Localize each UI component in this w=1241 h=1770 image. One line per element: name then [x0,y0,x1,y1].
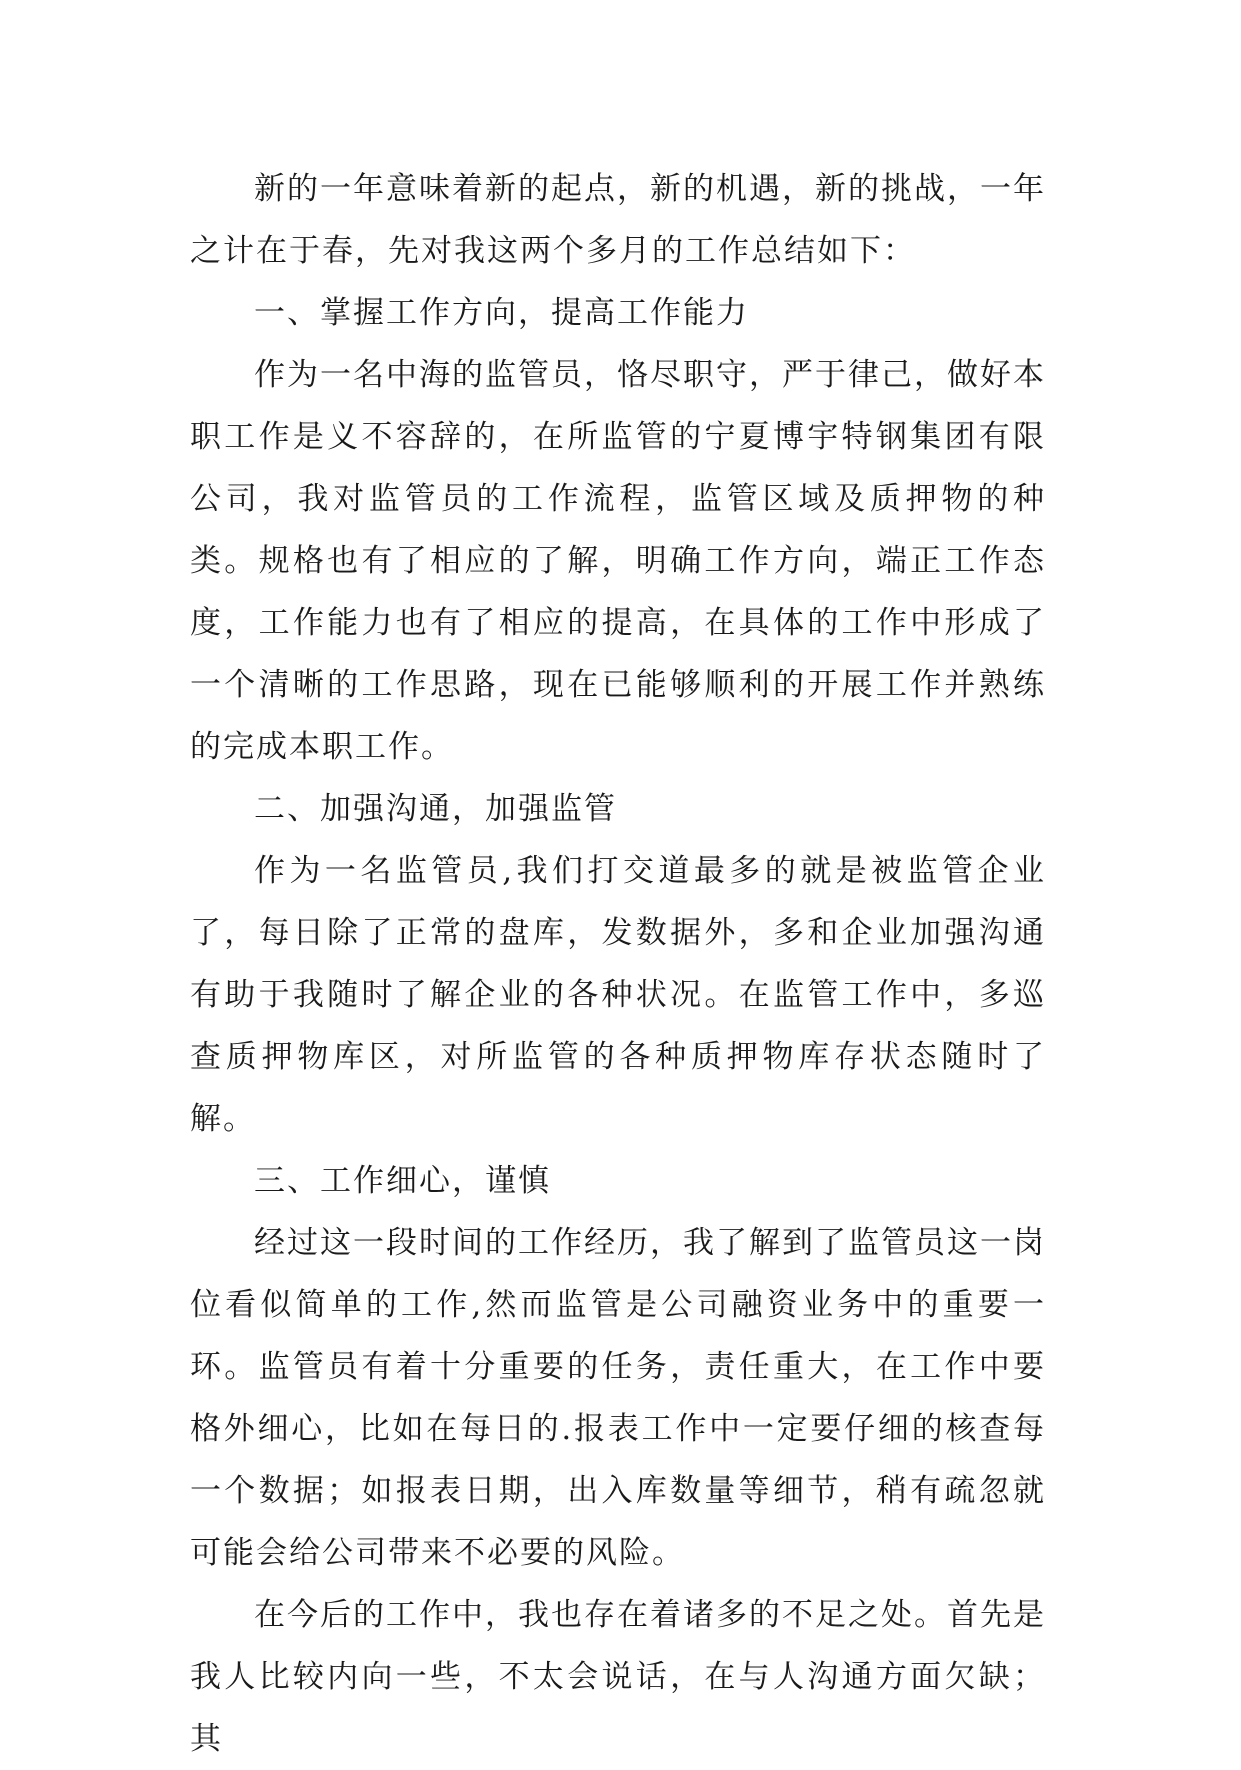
document-body [190,158,1046,1770]
section-heading-2: 二、加强沟通，加强监管 [254,791,617,827]
section-2-paragraph: 作为一名监管员,我们打交道最多的就是被监管企业了，每日除了正常的盘库，发数据外，多和企业加强沟通有助于我随时了解企业的各种状况。在监管工作中，多巡查质押物库区，对所监管的各种质押物库存状态随时了解。 [190,853,1046,1137]
section-3-paragraph: 经过这一段时间的工作经历，我了解到了监管员这一岗位看似简单的工作,然而监管是公司融资业务中的重要一环。监管员有着十分重要的任务，责任重大，在工作中要格外细心，比如在每日的.报表工作中一定要仔细的核查每一个数据；如报表日期，出入库数量等细节，稍有疏忽就可能会给公司带来不必要的风险。 [190,1225,1046,1571]
section-heading-3: 三、工作细心，谨慎 [254,1163,551,1199]
section-1-paragraph: 作为一名中海的监管员，恪尽职守，严于律己，做好本职工作是义不容辞的，在所监管的宁夏博宇特钢集团有限公司，我对监管员的工作流程，监管区域及质押物的种类。规格也有了相应的了解，明确工作方向，端正工作态度，工作能力也有了相应的提高，在具体的工作中形成了一个清晰的工作思路，现在已能够顺利的开展工作并熟练的完成本职工作。 [190,357,1046,765]
section-heading-1: 一、掌握工作方向，提高工作能力 [254,295,749,331]
intro-paragraph: 新的一年意味着新的起点，新的机遇，新的挑战，一年之计在于春，先对我这两个多月的工作总结如下： [190,171,1046,269]
closing-paragraph: 在今后的工作中，我也存在着诸多的不足之处。首先是我人比较内向一些，不太会说话，在与人沟通方面欠缺；其 [190,1597,1046,1757]
